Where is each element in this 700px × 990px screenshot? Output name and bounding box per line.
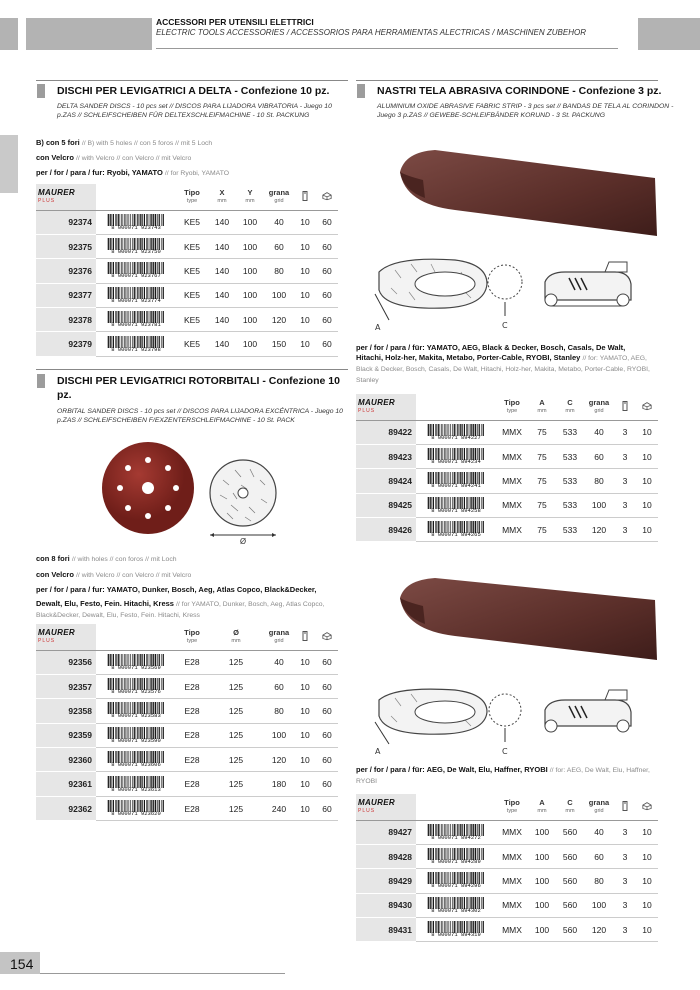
- header-grey-block: [26, 18, 152, 50]
- barcode: [96, 283, 176, 307]
- cell-c: 560: [556, 820, 584, 844]
- cell-q1: 3: [614, 820, 636, 844]
- ean-number: 8 000071 894272: [431, 833, 481, 841]
- delta-marker: [37, 84, 45, 98]
- cell-q1: 10: [294, 674, 316, 698]
- cell-grit: 40: [584, 820, 614, 844]
- pack-qty-icon: [300, 631, 310, 641]
- cell-q2: 10: [636, 469, 658, 493]
- box-qty-icon: [322, 191, 332, 201]
- cell-grit: 100: [584, 493, 614, 517]
- ean-number: 8 000071 923743: [111, 223, 161, 231]
- cell-a: 100: [528, 918, 556, 942]
- cell-grit: 100: [264, 723, 294, 747]
- belt2-notes: per / for / para / für: AEG, De Walt, Elu, Haffner, RYOBI // for: AEG, De Walt, Elu, Haffner, RYOBI: [356, 765, 650, 785]
- cell-type: MMX: [496, 420, 528, 444]
- orbit-title-1: DISCHI PER LEVIGATRICI ROTORBITALI - Confezione 10: [57, 375, 340, 387]
- barcode: [96, 234, 176, 258]
- barcode: [416, 844, 496, 868]
- barcode: [96, 723, 176, 747]
- cell-c: 533: [556, 444, 584, 468]
- delta-table: MAURER PLUS Tipo type X mm Y mm grana grid 92374 8 000071 923743 KE5 140 100 40 10 60 92375 8 000071 923750 KE5 140 100 60 10 60 92376 8 000071 923767 KE5 140 100 80 10 60 92377 8 000071 923774 KE5 140 100 100 10 60 92378 8 000071 923781 KE5 140 100 120 10 60 92379 8 000071 923798 KE5 140 100 150 10 60: [36, 184, 338, 357]
- brand-logo: MAURER PLUS: [36, 624, 96, 650]
- cell-type: KE5: [176, 210, 208, 234]
- cell-x: 140: [208, 210, 236, 234]
- cell-q1: 10: [294, 308, 316, 332]
- table-row: [356, 918, 658, 942]
- ean-number: 8 000071 894241: [431, 482, 481, 490]
- orbital-disc-diagram: [205, 455, 285, 545]
- cell-c: 533: [556, 469, 584, 493]
- cell-c: 560: [556, 844, 584, 868]
- cell-grit: 80: [264, 259, 294, 283]
- cell-q1: 10: [294, 772, 316, 796]
- cell-q1: 3: [614, 893, 636, 917]
- table-row: [356, 469, 658, 493]
- cell-grit: 60: [584, 444, 614, 468]
- cell-grit: 100: [584, 893, 614, 917]
- ean-number: 8 000071 894319: [431, 931, 481, 939]
- cell-grit: 150: [264, 332, 294, 356]
- cell-grit: 120: [264, 308, 294, 332]
- cell-q1: 10: [294, 650, 316, 674]
- table-row: [356, 893, 658, 917]
- table-row: [36, 210, 338, 234]
- box-qty-icon: [642, 401, 652, 411]
- barcode: [416, 493, 496, 517]
- cell-q1: 3: [614, 918, 636, 942]
- cell-grit: 120: [584, 518, 614, 542]
- belt2-table: MAURER PLUS Tipo type A mm C mm grana grid 89427 8 000071 894272 MMX 100 560 40 3 10 89428 8 000071 894289 MMX 100 560 60 3 10 89429 8 000071 894296 MMX 100 560 80 3 10 89430 8 000071 894302 MMX 100 560 100 3 10 89431 8 000071 894319 MMX 100 560 120 3 10: [356, 794, 658, 942]
- product-code: 89431: [356, 918, 416, 942]
- header-title: ACCESSORI PER UTENSILI ELETTRICI: [156, 17, 314, 27]
- svg-text:A: A: [375, 323, 381, 332]
- barcode: [96, 772, 176, 796]
- side-tab: [0, 135, 18, 193]
- orbit-desc-2: p.ZAS // SCHLEIFSCHEIBEN F/EXZENTERSCHLEIFMACHINE - 10 St. PACK: [57, 417, 295, 424]
- table-row: [356, 844, 658, 868]
- cell-q1: 10: [294, 234, 316, 258]
- cell-type: MMX: [496, 918, 528, 942]
- cell-type: E28: [176, 674, 208, 698]
- header-right-tab: [638, 18, 700, 50]
- cell-type: KE5: [176, 283, 208, 307]
- cell-type: MMX: [496, 493, 528, 517]
- cell-type: MMX: [496, 844, 528, 868]
- ean-number: 8 000071 923576: [111, 688, 161, 696]
- cell-q1: 3: [614, 493, 636, 517]
- cell-type: E28: [176, 699, 208, 723]
- table-row: [36, 332, 338, 356]
- cell-q2: 10: [636, 893, 658, 917]
- belt-diagram-2: [365, 682, 645, 762]
- cell-type: MMX: [496, 469, 528, 493]
- product-code: 89429: [356, 869, 416, 893]
- cell-q2: 10: [636, 444, 658, 468]
- cell-grit: 240: [264, 796, 294, 820]
- table-row: [36, 259, 338, 283]
- belt-rule: [356, 80, 658, 81]
- belt-diagram: [365, 250, 645, 340]
- cell-y: 100: [236, 283, 264, 307]
- cell-type: E28: [176, 772, 208, 796]
- pack-qty-icon: [620, 801, 630, 811]
- belt-image-2: [395, 570, 665, 665]
- product-code: 92379: [36, 332, 96, 356]
- delta-desc-2: p.ZAS // SCHLEIFSCHEIBEN FÜR DELTEXSCHLEIFMACHINE - 10 St. PACKUNG: [57, 112, 310, 119]
- header-rule: [156, 48, 618, 49]
- cell-grit: 120: [264, 748, 294, 772]
- svg-text:Ø: Ø: [239, 537, 247, 545]
- cell-d: 125: [208, 674, 264, 698]
- svg-text:C: C: [502, 747, 508, 756]
- cell-c: 533: [556, 518, 584, 542]
- delta-notes: B) con 5 fori // B) with 5 holes // con 5 foros // mit 5 Loch con Velcro // with Velcro // con Velcro // mit Velcro per / for / para / fur: Ryobi, YAMATO // for Ryobi, YAMATO: [36, 138, 230, 177]
- barcode: [416, 918, 496, 942]
- cell-q1: 10: [294, 723, 316, 747]
- table-row: [36, 308, 338, 332]
- orbital-disc-image: [100, 440, 196, 536]
- product-code: 92376: [36, 259, 96, 283]
- table-row: [36, 699, 338, 723]
- product-code: 92375: [36, 234, 96, 258]
- cell-grit: 180: [264, 772, 294, 796]
- belt-marker: [357, 84, 365, 98]
- table-row: [36, 283, 338, 307]
- cell-grit: 80: [584, 469, 614, 493]
- product-code: 89430: [356, 893, 416, 917]
- cell-q1: 10: [294, 259, 316, 283]
- cell-q1: 3: [614, 869, 636, 893]
- cell-q1: 3: [614, 518, 636, 542]
- barcode: [416, 518, 496, 542]
- barcode: [416, 820, 496, 844]
- cell-q2: 60: [316, 699, 338, 723]
- cell-y: 100: [236, 332, 264, 356]
- cell-x: 140: [208, 259, 236, 283]
- orbit-table: MAURER PLUS Tipo type Ø mm grana grid 92356 8 000071 923569 E28 125 40 10 60 92357 8 000071 923576 E28 125 60 10 60 92358 8 000071 923583 E28 125 80 10 60 92359 8 000071 923590 E28 125 100 10 60 92360 8 000071 923606 E28 125 120 10 60 92361 8 000071 923613 E28 125 180 10 60 92362 8 000071 923620 E28 125 240 10 60: [36, 624, 338, 821]
- product-code: 92358: [36, 699, 96, 723]
- cell-q2: 10: [636, 518, 658, 542]
- cell-type: KE5: [176, 234, 208, 258]
- cell-q1: 10: [294, 748, 316, 772]
- table-row: [356, 420, 658, 444]
- ean-number: 8 000071 894234: [431, 458, 481, 466]
- orbit-notes: con 8 fori // with holes // con foros // mit Loch con Velcro // with Velcro // con Velcro // mit Velcro per / for / para / fur: YAMATO, Dunker, Bosch, Aeg, Atlas Copco, Black&Decker, Dewalt, Elu, Festo, Fein. Hitachi, Kress // for YAMATO, Dunker, Bosch, Aeg, Atlas Copco, Black&Decker, Dewalt, Elu, Festo, Fein. Hitachi, Kress: [36, 554, 325, 619]
- header-left-tab: [0, 18, 18, 50]
- footer-rule: [40, 973, 285, 974]
- ean-number: 8 000071 894265: [431, 531, 481, 539]
- cell-grit: 60: [264, 234, 294, 258]
- cell-a: 75: [528, 493, 556, 517]
- table-row: [356, 518, 658, 542]
- barcode: [416, 444, 496, 468]
- table-row: [36, 650, 338, 674]
- cell-grit: 60: [584, 844, 614, 868]
- cell-q1: 10: [294, 210, 316, 234]
- cell-grit: 60: [264, 674, 294, 698]
- belt-table: MAURER PLUS Tipo type A mm C mm grana grid 89422 8 000071 894227 MMX 75 533 40 3 10 89423 8 000071 894234 MMX 75 533 60 3 10 89424 8 000071 894241 MMX 75 533 80 3 10 89425 8 000071 894258 MMX 75 533 100 3 10 89426 8 000071 894265 MMX 75 533 120 3 10: [356, 394, 658, 542]
- ean-number: 8 000071 923774: [111, 296, 161, 304]
- product-code: 89426: [356, 518, 416, 542]
- cell-y: 100: [236, 234, 264, 258]
- cell-q1: 10: [294, 283, 316, 307]
- ean-number: 8 000071 923569: [111, 663, 161, 671]
- barcode: [96, 332, 176, 356]
- cell-q1: 3: [614, 444, 636, 468]
- brand-logo: MAURER PLUS: [356, 794, 416, 820]
- table-row: [356, 820, 658, 844]
- cell-a: 75: [528, 469, 556, 493]
- cell-y: 100: [236, 259, 264, 283]
- barcode: [416, 469, 496, 493]
- belt-notes: per / for / para / für: YAMATO, AEG, Black & Decker, Bosch, Casals, De Walt, Hitachi, Holz-her, Makita, Metabo, Porter-Cable, RYOBI, Stanley // for: YAMATO, AEG, Black & Decker, Bosch, Casals, De Walt, Hitachi, Holz-her, Makita, Metabo, Porter-Cable, RYOBI, Stanley: [356, 343, 650, 384]
- cell-type: MMX: [496, 444, 528, 468]
- cell-q2: 10: [636, 420, 658, 444]
- ean-number: 8 000071 894227: [431, 433, 481, 441]
- table-row: [36, 772, 338, 796]
- cell-q2: 10: [636, 918, 658, 942]
- brand-logo: MAURER PLUS: [36, 184, 96, 210]
- cell-q1: 3: [614, 844, 636, 868]
- svg-text:C: C: [502, 321, 508, 330]
- cell-type: KE5: [176, 259, 208, 283]
- cell-type: KE5: [176, 332, 208, 356]
- cell-q2: 60: [316, 234, 338, 258]
- belt-sander-icon: [545, 262, 631, 306]
- cell-grit: 100: [264, 283, 294, 307]
- barcode: [96, 699, 176, 723]
- cell-d: 125: [208, 650, 264, 674]
- cell-d: 125: [208, 699, 264, 723]
- product-code: 89427: [356, 820, 416, 844]
- cell-d: 125: [208, 723, 264, 747]
- cell-q1: 3: [614, 420, 636, 444]
- cell-q2: 60: [316, 772, 338, 796]
- ean-number: 8 000071 923750: [111, 248, 161, 256]
- cell-grit: 40: [584, 420, 614, 444]
- cell-q2: 60: [316, 674, 338, 698]
- header-subtitle: ELECTRIC TOOLS ACCESSORIES / ACCESSORIOS PARA HERRAMIENTAS ALECTRICAS / MASCHINEN ZUBEHOR: [156, 28, 587, 37]
- cell-q2: 10: [636, 869, 658, 893]
- ean-number: 8 000071 923606: [111, 761, 161, 769]
- delta-title: DISCHI PER LEVIGATRICI A DELTA - Confezione 10 pz.: [57, 85, 330, 97]
- cell-q2: 60: [316, 332, 338, 356]
- cell-type: KE5: [176, 308, 208, 332]
- product-code: 92378: [36, 308, 96, 332]
- product-code: 89424: [356, 469, 416, 493]
- cell-q2: 60: [316, 796, 338, 820]
- barcode: [96, 796, 176, 820]
- cell-a: 100: [528, 820, 556, 844]
- box-qty-icon: [642, 801, 652, 811]
- cell-x: 140: [208, 234, 236, 258]
- table-row: [36, 234, 338, 258]
- product-code: 89425: [356, 493, 416, 517]
- barcode: [96, 674, 176, 698]
- cell-type: MMX: [496, 820, 528, 844]
- product-code: 92359: [36, 723, 96, 747]
- product-code: 92361: [36, 772, 96, 796]
- ean-number: 8 000071 923798: [111, 345, 161, 353]
- cell-a: 100: [528, 844, 556, 868]
- barcode: [96, 308, 176, 332]
- belt-title: NASTRI TELA ABRASIVA CORINDONE - Confezione 3 pz.: [377, 85, 662, 97]
- belt-desc-1: ALUMINIUM OXIDE ABRASIVE FABRIC STRIP - 3 pcs set // BANDAS DE TELA AL CORINDON -: [377, 103, 674, 110]
- orbit-marker: [37, 374, 45, 388]
- cell-type: E28: [176, 650, 208, 674]
- delta-rule: [36, 80, 348, 81]
- ean-number: 8 000071 923590: [111, 736, 161, 744]
- cell-y: 100: [236, 308, 264, 332]
- belt-sander-icon-2: [545, 690, 631, 732]
- cell-c: 560: [556, 918, 584, 942]
- belt-desc-2: Juego 3 p.ZAS // GEWEBE-SCHLEIFBÄNDER KORUND - 3 St. PACKUNG: [377, 112, 606, 119]
- table-row: [36, 748, 338, 772]
- cell-d: 125: [208, 772, 264, 796]
- table-row: [36, 723, 338, 747]
- cell-a: 100: [528, 893, 556, 917]
- box-qty-icon: [322, 631, 332, 641]
- cell-c: 560: [556, 893, 584, 917]
- pack-qty-icon: [300, 191, 310, 201]
- pack-qty-icon: [620, 401, 630, 411]
- cell-q1: 10: [294, 332, 316, 356]
- page-number: 154: [10, 956, 34, 972]
- cell-q2: 10: [636, 844, 658, 868]
- belt-image: [395, 140, 665, 240]
- cell-type: E28: [176, 796, 208, 820]
- cell-grit: 80: [264, 699, 294, 723]
- cell-x: 140: [208, 332, 236, 356]
- barcode: [96, 210, 176, 234]
- product-code: 92356: [36, 650, 96, 674]
- product-code: 89423: [356, 444, 416, 468]
- cell-c: 533: [556, 420, 584, 444]
- cell-type: E28: [176, 723, 208, 747]
- product-code: 92362: [36, 796, 96, 820]
- barcode: [96, 748, 176, 772]
- cell-grit: 120: [584, 918, 614, 942]
- ean-number: 8 000071 923781: [111, 321, 161, 329]
- barcode: [416, 893, 496, 917]
- ean-number: 8 000071 894289: [431, 858, 481, 866]
- cell-type: MMX: [496, 893, 528, 917]
- cell-q2: 10: [636, 820, 658, 844]
- barcode: [96, 259, 176, 283]
- orbit-rule: [36, 369, 348, 370]
- cell-type: MMX: [496, 869, 528, 893]
- cell-y: 100: [236, 210, 264, 234]
- cell-x: 140: [208, 283, 236, 307]
- cell-a: 100: [528, 869, 556, 893]
- cell-q2: 60: [316, 259, 338, 283]
- cell-a: 75: [528, 420, 556, 444]
- cell-q2: 60: [316, 283, 338, 307]
- cell-c: 533: [556, 493, 584, 517]
- cell-q2: 60: [316, 650, 338, 674]
- ean-number: 8 000071 923620: [111, 810, 161, 818]
- ean-number: 8 000071 894302: [431, 906, 481, 914]
- product-code: 92377: [36, 283, 96, 307]
- cell-d: 125: [208, 796, 264, 820]
- cell-type: MMX: [496, 518, 528, 542]
- product-code: 92360: [36, 748, 96, 772]
- table-row: [36, 796, 338, 820]
- cell-q2: 60: [316, 748, 338, 772]
- svg-text:A: A: [375, 747, 381, 756]
- ean-number: 8 000071 923613: [111, 785, 161, 793]
- product-code: 92357: [36, 674, 96, 698]
- orbit-desc-1: ORBITAL SANDER DISCS - 10 pcs set // DISCOS PARA LIJADORA EXCÉNTRICA - Juego 10: [57, 408, 343, 415]
- cell-c: 560: [556, 869, 584, 893]
- ean-number: 8 000071 923583: [111, 712, 161, 720]
- delta-desc-1: DELTA SANDER DISCS - 10 pcs set // DISCOS PARA LIJADORA VIBRATORIA - Juego 10: [57, 103, 332, 110]
- cell-q1: 10: [294, 699, 316, 723]
- table-row: [356, 444, 658, 468]
- cell-a: 75: [528, 444, 556, 468]
- table-row: [356, 869, 658, 893]
- cell-q1: 10: [294, 796, 316, 820]
- cell-q2: 10: [636, 493, 658, 517]
- cell-x: 140: [208, 308, 236, 332]
- product-code: 89422: [356, 420, 416, 444]
- cell-q2: 60: [316, 210, 338, 234]
- cell-d: 125: [208, 748, 264, 772]
- cell-grit: 80: [584, 869, 614, 893]
- cell-type: E28: [176, 748, 208, 772]
- barcode: [416, 420, 496, 444]
- cell-grit: 40: [264, 210, 294, 234]
- cell-q2: 60: [316, 723, 338, 747]
- cell-q1: 3: [614, 469, 636, 493]
- ean-number: 8 000071 894296: [431, 882, 481, 890]
- table-row: [36, 674, 338, 698]
- brand-logo: MAURER PLUS: [356, 394, 416, 420]
- product-code: 92374: [36, 210, 96, 234]
- cell-grit: 40: [264, 650, 294, 674]
- barcode: [416, 869, 496, 893]
- product-code: 89428: [356, 844, 416, 868]
- orbit-title-2: pz.: [57, 389, 72, 401]
- ean-number: 8 000071 894258: [431, 506, 481, 514]
- cell-q2: 60: [316, 308, 338, 332]
- barcode: [96, 650, 176, 674]
- ean-number: 8 000071 923767: [111, 272, 161, 280]
- table-row: [356, 493, 658, 517]
- cell-a: 75: [528, 518, 556, 542]
